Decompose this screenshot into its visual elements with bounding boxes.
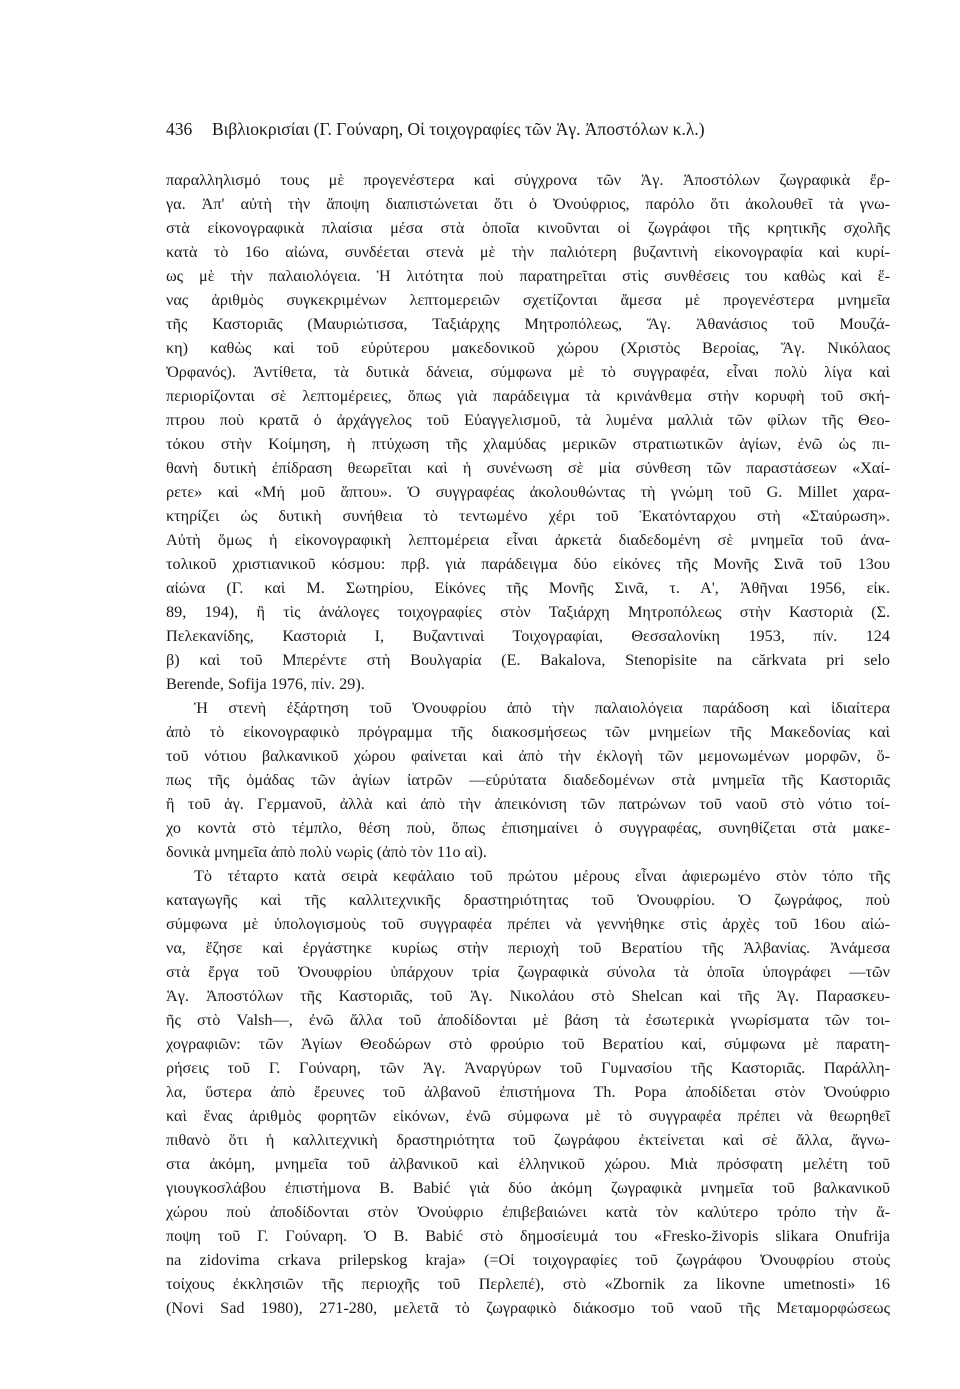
text-line: na zidovima crkava prilepskog kraja» (=Οἱ τοιχογραφίες τοῦ ζωγράφου Ὀνουφρίου στοὺς [166, 1251, 890, 1269]
text-line: (Novi Sad 1980), 271-280, μελετᾶ τὸ ζωγραφικὸ διάκοσμο τοῦ ναοῦ τῆς Μεταμορφώσεως [166, 1299, 890, 1317]
text-line: τόκου στὴν Κοίμηση, ἡ πτύχωση τῆς χλαμύδας μερικῶν στρατιωτικῶν ἁγίων, ἐνῶ ὡς πι- [166, 435, 890, 453]
text-line: στα ἀκόμη, μνημεῖα τοῦ ἀλβανικοῦ καὶ ἑλληνικοῦ χώρου. Μιὰ πρόσφατη μελέτη τοῦ [166, 1155, 890, 1173]
text-line: κτηρίζει ὡς δυτικὴ συνήθεια τὸ τεντωμένο χέρι τοῦ Ἑκατόνταρχου στὴ «Σταύρωση». [166, 507, 890, 525]
text-line: ἢ τοῦ ἁγ. Γερμανοῦ, ἀλλὰ καὶ ἀπὸ τὴν ἀπεικόνιση τῶν πατρώνων τοῦ ναοῦ στὸ νότιο τοί- [166, 795, 890, 813]
text-line: να, ἔζησε καὶ ἐργάστηκε κυρίως στὴν περιοχὴ τοῦ Βερατίου τῆς Ἀλβανίας. Ἀνάμεσα [166, 939, 890, 957]
text-line: χο κοντὰ στὸ τέμπλο, θέση ποὺ, ὅπως ἐπισημαίνει ὁ συγγραφέας, συνηθίζεται στὰ μακε- [166, 819, 890, 837]
text-line: ποψη τοῦ Γ. Γούναρη. Ὁ B. Babić στὸ δημοσίευμά του «Fresko-živopis slikara Onufrija [166, 1227, 890, 1245]
text-line: χώρου ποὺ ἀποδίδονται στὸν Ὀνούφριο ἐπιβεβαιώνει κατὰ τὸν καλύτερο τρόπο τὴν ἄ- [166, 1203, 890, 1221]
text-line: τολικοῦ χριστιανικοῦ κόσμου: πρβ. γιὰ παράδειγμα δύο εἰκόνες τῆς Μονῆς Σινᾶ τοῦ 13ου [166, 555, 890, 573]
text-line: β) καὶ τοῦ Μπερέντε στὴ Βουλγαρία (E. Bakalova, Stenopisite na cărkvata pri selo [166, 651, 890, 669]
text-line: λα, ὕστερα ἀπὸ ἔρευνες τοῦ ἀλβανοῦ ἐπιστήμονα Th. Popa ἀποδίδεται στὸν Ὀνούφριο [166, 1083, 890, 1101]
text-line: κη) καθὼς καὶ τοῦ εὐρύτερου μακεδονικοῦ χώρου (Χριστὸς Βεροίας, Ἅγ. Νικόλαος [166, 339, 890, 357]
text-line: Ἁγ. Ἀποστόλων τῆς Καστοριᾶς, τοῦ Ἁγ. Νικολάου στὸ Shelcan καὶ τῆς Ἁγ. Παρασκευ- [166, 987, 890, 1005]
text-line: καὶ ἕνας ἀριθμὸς φορητῶν εἰκόνων, ἐνῶ σύμφωνα μὲ τὸ συγγραφέα πρέπει νὰ θεωρηθεῖ [166, 1107, 890, 1125]
text-line: πως τῆς ὁμάδας τῶν ἁγίων ἰατρῶν —εὑρύτατα διαδεδομένων στὰ μνημεῖα τῆς Καστοριᾶς [166, 771, 890, 789]
text-line: σύμφωνα μὲ ὑπολογισμοὺς τοῦ συγγραφέα πρέπει νὰ γεννήθηκε στὶς ἀρχὲς τοῦ 16ου αἰώ- [166, 915, 890, 933]
text-line: Ὀρφανός). Ἀντίθετα, τὰ δυτικὰ δάνεια, σύμφωνα μὲ τὸ συγγραφέα, εἶναι πολὺ λίγα καὶ [166, 363, 890, 381]
running-head [166, 118, 886, 140]
text-line: αἰώνα (Γ. καὶ Μ. Σωτηρίου, Εἰκόνες τῆς Μονῆς Σινᾶ, τ. Α', Ἀθῆναι 1956, εἰκ. [166, 579, 890, 597]
text-line: ῆς στὸ Valsh—, ἐνῶ ἄλλα τοῦ ἀποδίδονται μὲ βάση τὰ ἐσωτερικὰ γνωρίσματα τῶν τοι- [166, 1011, 890, 1029]
text-line: στὰ ἔργα τοῦ Ὀνουφρίου ὑπάρχουν τρία ζωγραφικὰ σύνολα τὰ ὁποῖα ὑπογράφει —τῶν [166, 963, 890, 981]
text-line: 89, 194), ἢ τὶς ἀνάλογες τοιχογραφίες στὸν Ταξιάρχη Μητροπόλεως στὴν Καστοριὰ (Σ. [166, 603, 890, 621]
text-line: Πελεκανίδης, Καστοριὰ Ι, Βυζαντιναὶ Τοιχογραφίαι, Θεσσαλονίκη 1953, πίν. 124 [166, 627, 890, 645]
text-line: τοῦ νότιου βαλκανικοῦ χώρου φαίνεται καὶ ἀπὸ τὴν ἐκλογὴ τῶν μεμονωμένων μορφῶν, ὅ- [166, 747, 890, 765]
text-line: ως μὲ τὴν παλαιολόγεια. Ἡ λιτότητα ποὺ παρατηρεῖται στὶς συνθέσεις του καθὼς καὶ ἕ- [166, 267, 890, 285]
text-line: γα. Ἀπ' αὐτὴ τὴν ἄποψη διαπιστώνεται ὅτι ὁ Ὀνούφριος, παρόλο ὅτι ἀκολουθεῖ τὰ γνω- [166, 195, 890, 213]
text-line: παραλληλισμό τους μὲ προγενέστερα καὶ σύγχρονα τῶν Ἁγ. Ἀποστόλων ζωγραφικὰ ἔρ- [166, 171, 890, 189]
text-line: δονικὰ μνημεῖα ἀπὸ πολὺ νωρὶς (ἀπὸ τὸν 11ο αἰ). [166, 843, 487, 861]
text-line: πτρου ποὺ κρατᾶ ὁ ἀρχάγγελος τοῦ Εὐαγγελισμοῦ, τὰ λυμένα μαλλιὰ τῶν φίλων τῆς Θεο- [166, 411, 890, 429]
text-line: κατὰ τὸ 16ο αἰώνα, συνδέεται στενὰ μὲ τὴν παλιότερη βυζαντινὴ εἰκονογραφία καὶ κυρί- [166, 243, 890, 261]
text-line: Τὸ τέταρτο κατὰ σειρὰ κεφάλαιο τοῦ πρώτου μέρους εἶναι ἀφιερωμένο στὸν τόπο τῆς [194, 867, 890, 885]
text-line: ρετε» καὶ «Μή μοῦ ἅπτου». Ὁ συγγραφέας ἀκολουθώντας τὴ γνώμη τοῦ G. Millet χαρα- [166, 483, 890, 501]
text-line: ἀπὸ τὸ εἰκονογραφικὸ πρόγραμμα τῆς διακοσμήσεως τῶν μνημείων τῆς Μακεδονίας καὶ [166, 723, 890, 741]
text-line: Αὐτὴ ὅμως ἡ εἰκονογραφικὴ λεπτομέρεια εἶναι ἀρκετὰ διαδεδομένη σὲ μνημεῖα τοῦ ἀνα- [166, 531, 890, 549]
text-line: θανὴ δυτικὴ ἐπίδραση θεωρεῖται καὶ ἡ συνένωση σὲ μία σύνθεση τῶν παραστάσεων «Χαί- [166, 459, 890, 477]
text-line: καταγωγῆς καὶ τῆς καλλιτεχνικῆς δραστηριότητας τοῦ Ὀνουφρίου. Ὁ ζωγράφος, ποὺ [166, 891, 890, 909]
running-title: Βιβλιοκρισίαι (Γ. Γούναρη, Οἱ τοιχογραφίες τῶν Ἁγ. Ἀποστόλων κ.λ.) [212, 119, 705, 139]
text-line: χογραφιῶν: τῶν Ἁγίων Θεοδώρων στὸ φρούριο τοῦ Βερατίου καί, σύμφωνα μὲ παρατη- [166, 1035, 890, 1053]
text-line: γιουγκοσλάβου ἐπιστήμονα B. Babić γιὰ δύο ἀκόμη ζωγραφικὰ μνημεῖα τοῦ βαλκανικοῦ [166, 1179, 890, 1197]
text-line: Berende, Sofija 1976, πίν. 29). [166, 675, 365, 693]
text-line: τῆς Καστοριᾶς (Μαυριώτισσα, Ταξιάρχης Μητροπόλεως, Ἅγ. Ἀθανάσιος τοῦ Μουζά- [166, 315, 890, 333]
text-line: πιθανὸ ὅτι ἡ καλλιτεχνικὴ δραστηριότητα τοῦ ζωγράφου ἐκτείνεται καὶ σὲ ἄλλα, ἄγνω- [166, 1131, 890, 1149]
text-line: Ἡ στενὴ ἐξάρτηση τοῦ Ὀνουφρίου ἀπὸ τὴν παλαιολόγεια παράδοση καὶ ἰδιαίτερα [194, 699, 890, 717]
text-line: νας ἀριθμὸς συγκεκριμένων λεπτομερειῶν σχετίζονται ἄμεσα μὲ προγενέστερα μνημεῖα [166, 291, 890, 309]
text-line: ρήσεις τοῦ Γ. Γούναρη, τῶν Ἁγ. Ἀναργύρων τοῦ Γυμνασίου τῆς Καστοριᾶς. Παράλλη- [166, 1059, 890, 1077]
text-line: τοίχους ἐκκλησιῶν τῆς περιοχῆς τοῦ Περλεπέ), στὸ «Zbornik za likovne umetnosti» 16 [166, 1275, 890, 1293]
text-line: περιορίζονται σὲ λεπτομέρειες, ὅπως γιὰ παράδειγμα τὰ κρινάνθεμα στὴν κορυφὴ τοῦ σκή- [166, 387, 890, 405]
text-line: στὰ εἰκονογραφικὰ πλαίσια μέσα στὰ ὁποῖα κινοῦνται οἱ ζωγράφοι τῆς κρητικῆς σχολῆς [166, 219, 890, 237]
body-text [166, 168, 890, 1320]
page-number: 436 [166, 119, 193, 139]
